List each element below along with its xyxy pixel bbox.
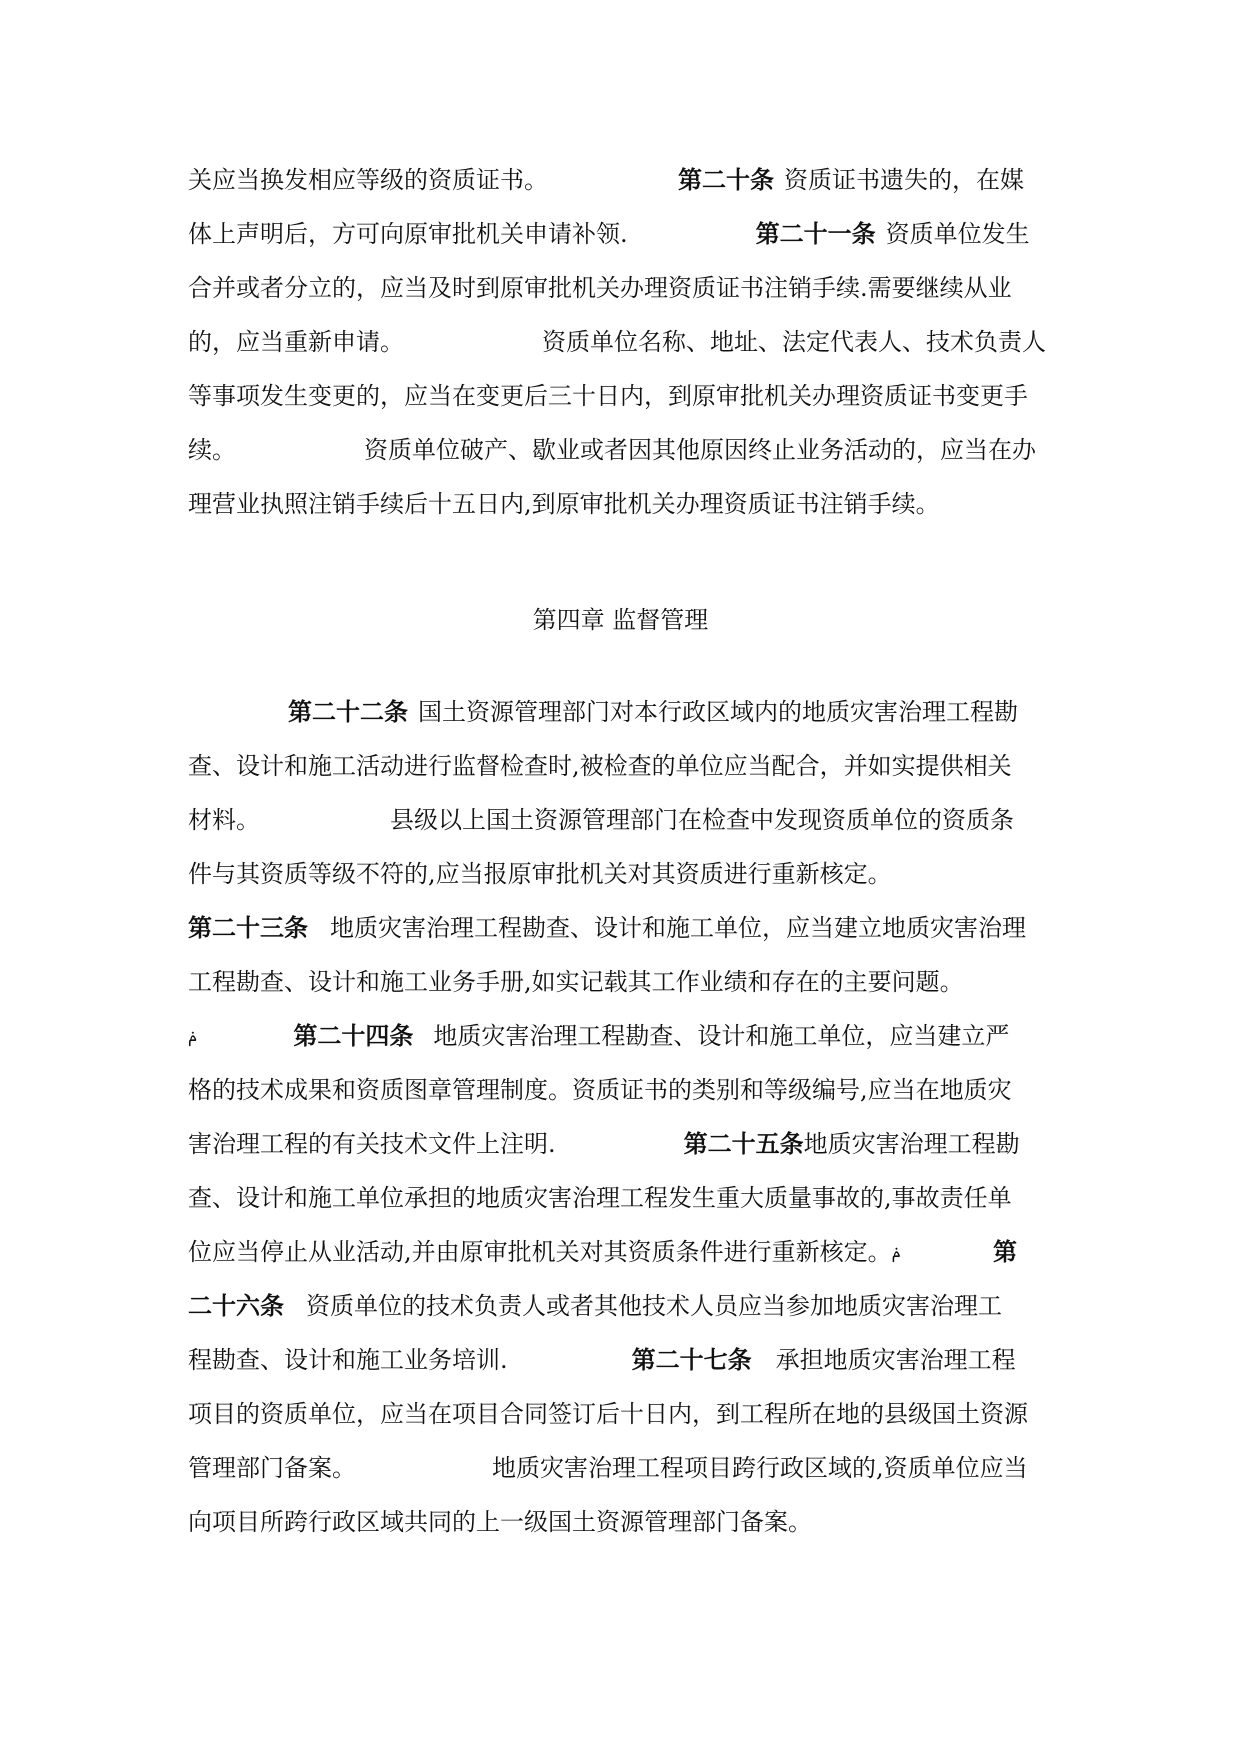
text-segment: 查、设计和施工单位承担的地质灾害治理工程发生重大质量事故的,事故责任单: [188, 1184, 1012, 1212]
text-segment: 程勘查、设计和施工业务培训.: [188, 1346, 508, 1374]
text-line-22: [188, 1448, 1058, 1488]
text-line-15: [188, 1070, 1058, 1110]
text-segment: 体上声明后，方可向原审批机关申请补领.: [188, 220, 628, 248]
text-segment: 材料。: [188, 806, 260, 834]
text-segment: 资质单位名称、地址、法定代表人、技术负责人: [542, 328, 1046, 356]
text-segment: 资质证书遗失的，在媒: [784, 166, 1024, 194]
text-segment: 县级以上国土资源管理部门在检查中发现资质单位的资质条: [390, 806, 1014, 834]
article-25-title: 第二十五条: [683, 1129, 804, 1158]
text-line-21: [188, 1394, 1058, 1434]
text-line-23: [188, 1502, 1058, 1542]
text-segment: 承担地质灾害治理工程: [775, 1346, 1016, 1374]
text-segment: 的，应当重新申请。: [188, 328, 404, 356]
article-22-title: 第二十二条: [288, 697, 408, 726]
text-segment: 地质灾害治理工程项目跨行政区域的,资质单位应当: [492, 1454, 1028, 1482]
text-line-8: [188, 692, 1058, 732]
text-line-6: [188, 430, 1058, 470]
text-segment: 资质单位发生: [885, 220, 1030, 248]
text-segment: 国土资源管理部门对本行政区域内的地质灾害治理工程勘: [418, 698, 1018, 726]
text-segment: 工程勘查、设计和施工业务手册,如实记载其工作业绩和存在的主要问题。: [188, 968, 964, 996]
text-segment: 地质灾害治理工程勘查、设计和施工单位，应当建立地质灾害治理: [330, 914, 1026, 942]
text-line-5: [188, 376, 1058, 416]
paragraph-mark: ݥ: [188, 1026, 198, 1045]
article-23-title: 第二十三条: [188, 913, 308, 942]
article-21-title: 第二十一条: [755, 219, 876, 248]
chapter-heading: 第四章 监督管理: [532, 606, 709, 634]
text-segment: 资质单位的技术负责人或者其他技术人员应当参加地质灾害治理工: [306, 1292, 1002, 1320]
article-24-title: 第二十四条: [293, 1021, 414, 1050]
text-segment: 害治理工程的有关技术文件上注明.: [188, 1130, 556, 1158]
text-segment: 项目的资质单位，应当在项目合同签订后十日内，到工程所在地的县级国土资源: [188, 1400, 1028, 1428]
text-segment: 续。: [188, 436, 236, 464]
text-line-3: [188, 268, 1058, 308]
article-26-title: 二十六条: [188, 1291, 284, 1320]
text-segment: 地质灾害治理工程勘: [803, 1130, 1020, 1158]
text-line-9: [188, 746, 1058, 786]
text-line-20: [188, 1340, 1058, 1380]
text-line-17: [188, 1178, 1058, 1218]
text-line-18: [188, 1232, 1058, 1272]
text-line-16: [188, 1124, 1058, 1164]
article-26-title-part: 第: [993, 1237, 1018, 1266]
text-line-2: [188, 214, 1058, 254]
text-segment: 等事项发生变更的，应当在变更后三十日内，到原审批机关办理资质证书变更手: [188, 382, 1028, 410]
text-segment: 合并或者分立的，应当及时到原审批机关办理资质证书注销手续.需要继续从业: [188, 274, 1012, 302]
text-segment: 向项目所跨行政区域共同的上一级国土资源管理部门备案。: [188, 1508, 812, 1536]
article-27-title: 第二十七条: [631, 1345, 752, 1374]
text-segment: 资质单位破产、歇业或者因其他原因终止业务活动的，应当在办: [364, 436, 1036, 464]
text-segment: 理营业执照注销手续后十五日内,到原审批机关办理资质证书注销手续。: [188, 490, 940, 518]
text-line-11: [188, 854, 1058, 894]
text-line-4: [188, 322, 1058, 362]
text-line-19: [188, 1286, 1058, 1326]
text-line-1: [188, 160, 1058, 200]
paragraph-mark: ݥ: [891, 1242, 902, 1261]
text-segment: 格的技术成果和资质图章管理制度。资质证书的类别和等级编号,应当在地质灾: [188, 1076, 1012, 1104]
text-segment: 管理部门备案。: [188, 1454, 356, 1482]
text-segment: 件与其资质等级不符的,应当报原审批机关对其资质进行重新核定。: [188, 860, 892, 888]
text-line-12: [188, 908, 1058, 948]
article-20-title: 第二十条: [678, 165, 774, 194]
text-segment: 关应当换发相应等级的资质证书。: [188, 166, 548, 194]
text-line-7: [188, 484, 1058, 524]
text-line-13: [188, 962, 1058, 1002]
text-line-10: [188, 800, 1058, 840]
text-segment: 位应当停止从业活动,并由原审批机关对其资质条件进行重新核定。: [188, 1238, 892, 1266]
text-line-14: [188, 1016, 1058, 1056]
text-segment: 地质灾害治理工程勘查、设计和施工单位，应当建立严: [433, 1022, 1010, 1050]
text-segment: 查、设计和施工活动进行监督检查时,被检查的单位应当配合，并如实提供相关: [188, 752, 1012, 780]
